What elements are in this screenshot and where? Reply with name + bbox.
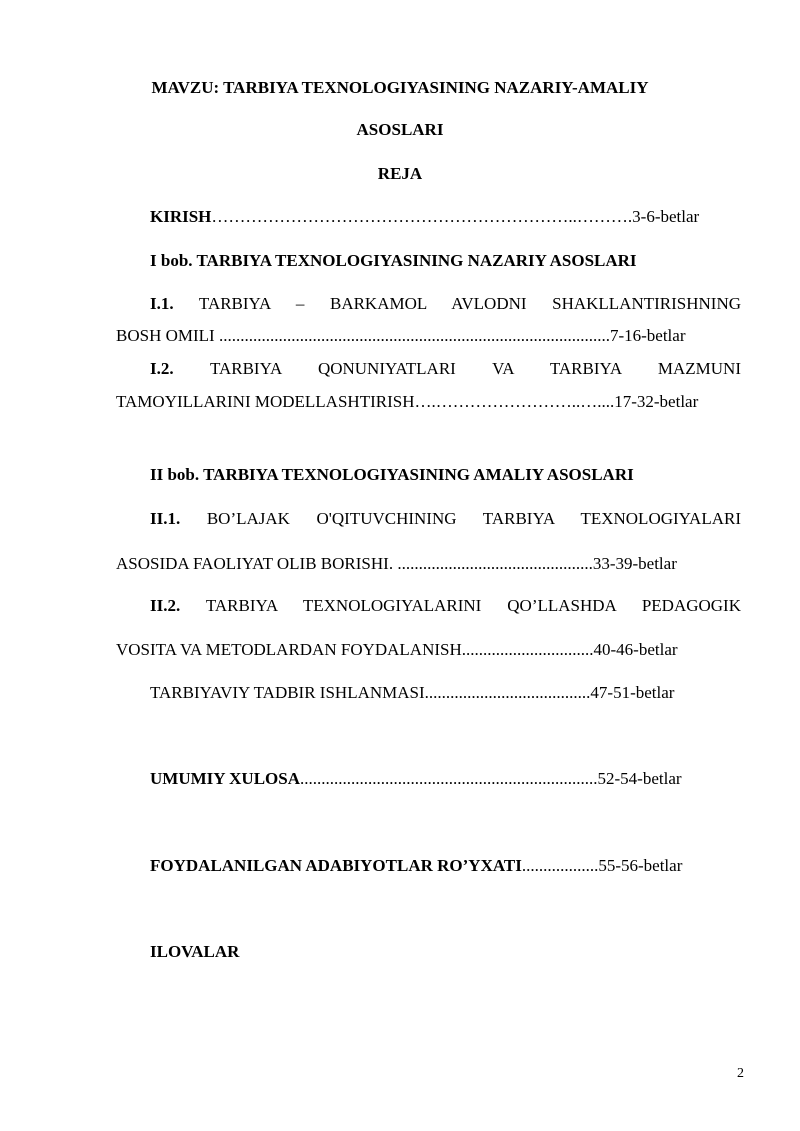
toc-entry-2-2-line2 xyxy=(116,640,678,660)
toc-text: VOSITA VA METODLARDAN FOYDALANISH............................... xyxy=(116,640,594,659)
toc-leader: ...................................................................... xyxy=(300,769,598,788)
toc-pages: 17-32-betlar xyxy=(614,392,699,411)
chapter-1-heading: I bob. TARBIYA TEXNOLOGIYASINING NAZARIY ASOSLARI xyxy=(150,251,637,270)
toc-entry-1-1-line2 xyxy=(116,326,685,346)
toc-pages: 55-56-betlar xyxy=(598,856,683,875)
toc-pages: 40-46-betlar xyxy=(593,640,678,659)
toc-entry-1-2-line1 xyxy=(150,359,741,379)
toc-label: UMUMIY XULOSA xyxy=(150,769,301,788)
toc-entry-1-2-line2 xyxy=(116,392,698,412)
toc-number: II.1. xyxy=(150,509,181,528)
toc-pages: 3-6-betlar xyxy=(632,207,700,226)
toc-text: TARBIYAVIY TADBIR ISHLANMASI....................................... xyxy=(150,683,591,702)
chapter-2-heading: II bob. TARBIYA TEXNOLOGIYASINING AMALIY ASOSLARI xyxy=(150,465,634,484)
toc-number: II.2. xyxy=(150,596,181,615)
toc-entry-tadbir xyxy=(150,683,674,703)
page-number: 2 xyxy=(737,1066,744,1081)
toc-leader: .................. xyxy=(521,856,599,875)
toc-entry-2-2-line1 xyxy=(150,596,741,616)
toc-text: BOSH OMILI ............................................................................................ xyxy=(116,326,610,345)
toc-entry-kirish xyxy=(150,207,699,227)
toc-text: TARBIYA QONUNIYATLARI VA TARBIYA MAZMUNI xyxy=(209,359,741,378)
title-line-2: ASOSLARI xyxy=(356,120,444,139)
toc-label: KIRISH xyxy=(150,207,212,226)
toc-text: BO’LAJAK O'QITUVCHINING TARBIYA TEXNOLOGIYALARI xyxy=(206,509,741,528)
toc-label: FOYDALANILGAN ADABIYOTLAR RO’YXATI xyxy=(150,856,522,875)
plan-heading: REJA xyxy=(377,164,423,183)
toc-pages: 7-16-betlar xyxy=(609,326,686,345)
toc-text: TAMOYILLARINI MODELLASHTIRISH….……………………..….... xyxy=(116,392,615,411)
toc-entry-ilovalar: ILOVALAR xyxy=(150,942,240,961)
toc-pages: 52-54-betlar xyxy=(597,769,682,788)
toc-text: TARBIYA TEXNOLOGIYALARINI QO’LLASHDA PEDAGOGIK xyxy=(205,596,741,615)
toc-entry-adabiyot xyxy=(150,856,682,876)
toc-leader: ………………………………………………………..………. xyxy=(211,207,633,226)
toc-text: TARBIYA – BARKAMOL AVLODNI SHAKLLANTIRISHNING xyxy=(198,294,741,313)
toc-pages: 33-39-betlar xyxy=(592,554,677,573)
toc-number: I.2. xyxy=(150,359,174,378)
toc-entry-1-1-line1 xyxy=(150,294,741,314)
toc-pages: 47-51-betlar xyxy=(590,683,675,702)
toc-entry-2-1-line1 xyxy=(150,509,741,529)
toc-entry-2-1-line2 xyxy=(116,554,677,574)
toc-entry-xulosa xyxy=(150,769,682,789)
title-line-1: MAVZU: TARBIYA TEXNOLOGIYASINING NAZARIY-AMALIY xyxy=(151,78,649,97)
toc-text: ASOSIDA FAOLIYAT OLIB BORISHI. .............................................. xyxy=(116,554,593,573)
toc-number: I.1. xyxy=(150,294,174,313)
